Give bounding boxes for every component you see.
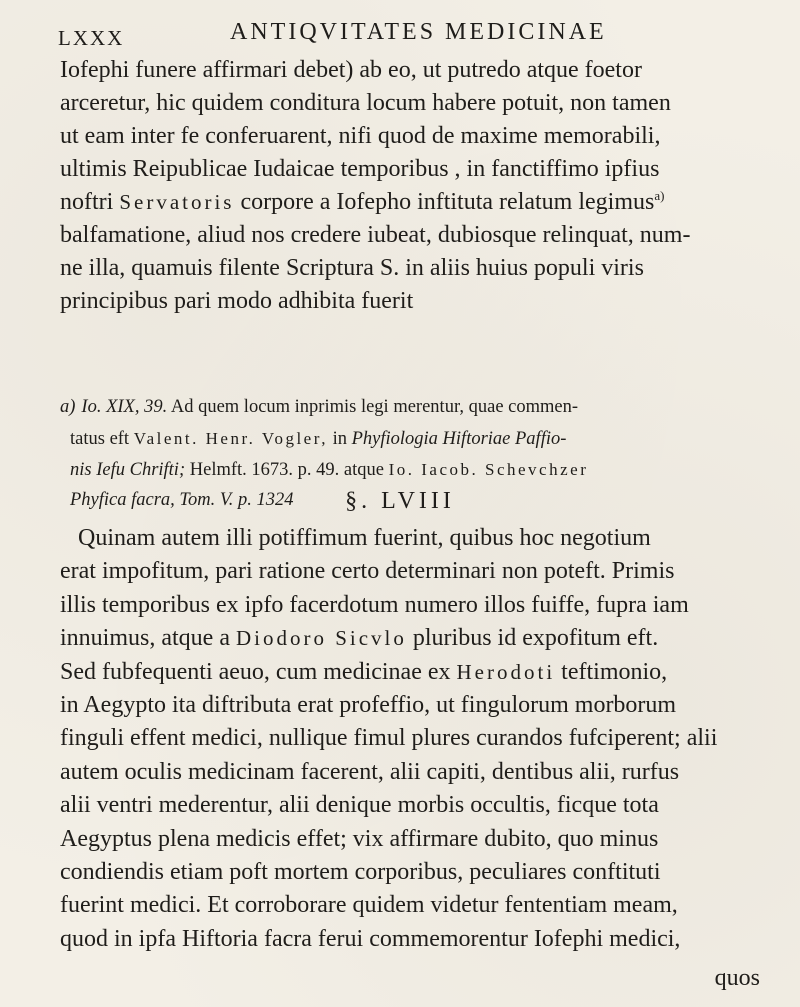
section-heading: §. LVIII bbox=[345, 488, 455, 514]
page-number: LXXX bbox=[58, 26, 125, 50]
text-line: innuimus, atque a Diodoro Sicvlo pluribus id expofitum eft. bbox=[60, 625, 659, 652]
footnote-line: Phyfica facra, Tom. V. p. 1324 bbox=[70, 490, 294, 510]
small-caps-name: Diodoro Sicvlo bbox=[235, 626, 407, 651]
running-head bbox=[58, 14, 758, 50]
footnote-line: nis Iefu Chrifti; Helmft. 1673. p. 49. atque Io. Iacob. Schevchzer bbox=[70, 460, 589, 480]
paragraph-1 bbox=[60, 54, 760, 318]
text-line: illis temporibus ex ipfo facerdotum numero illos fuiffe, fupra iam bbox=[60, 591, 689, 618]
text-line: condiendis etiam poft mortem corporibus, peculiares conftituti bbox=[60, 858, 661, 885]
text-line: finguli effent medici, nullique fimul plures curandos fufciperent; alii bbox=[60, 725, 718, 752]
text-line: Quinam autem illi potiffimum fuerint, quibus hoc negotium bbox=[78, 525, 651, 551]
catchword: quos bbox=[714, 965, 760, 991]
text-line: Sed fubfequenti aeuo, cum medicinae ex Herodoti teftimonio, bbox=[60, 658, 668, 685]
text-line: ultimis Reipublicae Iudaicae temporibus , in fanctiffimo ipfius bbox=[60, 156, 660, 182]
text-line: noftri Servatoris corpore a Iofepho inftituta relatum legimus$^{a)}$ bbox=[60, 188, 665, 215]
small-caps-name: Servatoris bbox=[119, 190, 235, 214]
footnote-line: tatus eft Valent. Henr. Vogler, in Phyfiologia Hiftoriae Paffio- bbox=[70, 429, 567, 449]
text-line: balfamatione, aliud nos credere iubeat, dubiosque relinquat, num- bbox=[60, 222, 691, 248]
text-line: Aegyptus plena medicis effet; vix affirmare dubito, quo minus bbox=[60, 825, 659, 852]
running-title: ANTIQVITATES MEDICINAE bbox=[230, 19, 607, 45]
text-line: principibus pari modo adhibita fuerit bbox=[60, 288, 414, 314]
small-caps-name: Herodoti bbox=[456, 659, 556, 684]
footnote-ref: a) bbox=[654, 188, 665, 203]
text-line: alii ventri mederentur, alii denique morbis occultis, ficque tota bbox=[60, 792, 659, 819]
text-line: in Aegypto ita diftributa erat profeffio, ut fingulorum morborum bbox=[60, 691, 677, 718]
footnote-mark: a) bbox=[60, 397, 76, 417]
text-line: erat impofitum, pari ratione certo determinari non poteft. Primis bbox=[60, 558, 675, 585]
text-line: arceretur, hic quidem conditura locum habere potuit, non tamen bbox=[60, 90, 671, 116]
paragraph-2 bbox=[60, 522, 760, 956]
text-line: ut eam inter fe conferuarent, nifi quod de maxime memorabili, bbox=[60, 123, 661, 149]
text-line: quod in ipfa Hiftoria facra ferui commemorentur Iofephi medici, bbox=[60, 925, 681, 952]
text-line: Iofephi funere affirmari debet) ab eo, ut putredo atque foetor bbox=[60, 57, 642, 83]
text-line: autem oculis medicinam facerent, alii capiti, dentibus alii, rurfus bbox=[60, 758, 680, 785]
text-line: fuerint medici. Et corroborare quidem videtur fententiam meam, bbox=[60, 892, 678, 919]
text-line: ne illa, quamuis filente Scriptura S. in aliis huius populi viris bbox=[60, 255, 644, 281]
footnote-line: a) Io. XIX, 39. Ad quem locum inprimis legi merentur, quae commen- bbox=[60, 397, 579, 417]
